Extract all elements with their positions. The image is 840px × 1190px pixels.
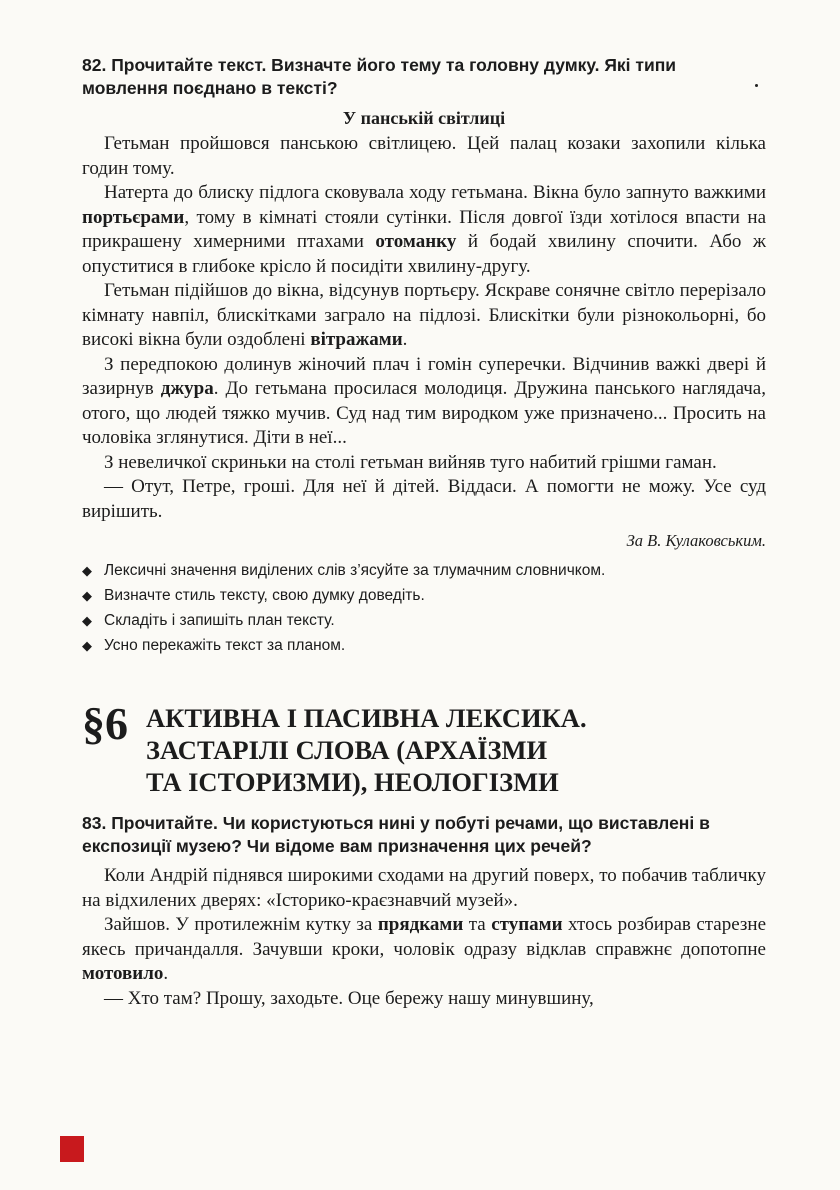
diamond-bullet-icon: ◆ xyxy=(82,638,92,653)
paragraph-4 xyxy=(82,353,766,451)
paragraph-8 xyxy=(82,913,766,987)
diamond-bullet-icon: ◆ xyxy=(82,613,92,628)
text-run: та xyxy=(463,914,492,935)
bullet-item xyxy=(82,608,766,633)
diamond-bullet-icon: ◆ xyxy=(82,588,92,603)
text-run: З передпокою долинув жіночий плач і гомін суперечки. Відчинив важкі двері й зазирнув xyxy=(82,353,766,399)
text-run: Гетьман підійшов до вікна, відсунув портьєру. Яскраве сонячне світло перерізало кімнату навпіл, блискітками заграло на підлозі. Блискітки були різнокольорні, бо високі вікна були оздоблені xyxy=(82,280,766,350)
section-title-line: ЗАСТАРІЛІ СЛОВА (АРХАЇЗМИ xyxy=(146,735,548,765)
highlighted-word-motovylo: мотовило xyxy=(82,963,164,984)
section-title-line: ТА ІСТОРИЗМИ), НЕОЛОГІЗМИ xyxy=(146,767,559,797)
paragraph-2 xyxy=(82,181,766,279)
paragraph-6: — Отут, Петре, гроші. Для неї й дітей. Віддаси. А помогти не можу. Усе суд вирішить. xyxy=(82,476,766,522)
exercise-83-instruction: 83. Прочитайте. Чи користуються нині у побуті речами, що виставлені в експозиції музею? Чи відоме вам призначення цих речей? xyxy=(82,813,710,856)
bullet-text: Лексичні значення виділених слів з’ясуйте за тлумачним словничком. xyxy=(104,562,606,579)
bullet-text: Усно перекажіть текст за планом. xyxy=(104,637,346,654)
highlighted-word-otomanka: отоманку xyxy=(375,231,457,252)
text-run: Зайшов. У протилежнім кутку за xyxy=(104,914,378,935)
text-run: . xyxy=(163,963,169,984)
bullet-item xyxy=(82,558,766,583)
section-title-line: АКТИВНА І ПАСИВНА ЛЕКСИКА. xyxy=(146,703,587,733)
highlighted-word-portiery: портьєрами xyxy=(82,206,185,228)
section-number: §6 xyxy=(82,698,128,749)
textbook-page xyxy=(82,54,766,1011)
text-run: , тому в кімнаті стояли сутінки. Після довгої їзди хотілося впасти на прикрашену химерними птахами xyxy=(82,206,766,252)
highlighted-word-stupy: ступами xyxy=(491,914,563,935)
exercise-82-instruction: 82. Прочитайте текст. Визначте його тему та головну думку. Які типи мовлення поєднано в тексті? xyxy=(82,55,677,98)
diamond-bullet-icon: ◆ xyxy=(82,563,92,578)
highlighted-word-pryadky: прядками xyxy=(377,914,464,935)
highlighted-word-dzhura: джура xyxy=(160,378,214,399)
text-run: . xyxy=(402,329,408,350)
paragraph-7: Коли Андрій піднявся широкими сходами на другий поверх, то побачив табличку на відхилених дверях: «Історико-краєзнавчий музей». xyxy=(82,865,766,911)
bullet-text: Складіть і запишіть план тексту. xyxy=(104,612,335,629)
paragraph-9: — Хто там? Прошу, заходьте. Оце бережу нашу минувшину, xyxy=(104,987,594,1009)
text-title: У панській світлиці xyxy=(342,108,506,128)
source-author: За В. Кулаковським. xyxy=(626,531,766,550)
text-run: . До гетьмана просилася молодиця. Дружина панського наглядача, отого, що людей тяжко мучив. Суд над тим виродком уже призначено... Просить на чоловіка зглянутися. Діти в неї... xyxy=(82,378,766,448)
text-run: Натерта до блиску підлога сковувала ходу гетьмана. Вікна було запнуто важкими xyxy=(104,182,766,203)
text-run: хтось розбирав старезне якесь причандалля. Зачувши кроки, чоловік одразу відклав справжнє допотопне xyxy=(82,914,767,960)
highlighted-word-vitrazhi: вітражами xyxy=(310,329,403,350)
section-title xyxy=(146,702,587,798)
bullet-item xyxy=(82,633,766,658)
text-run: й бодай хвилину спочити. Або ж опуститися в глибоке крісло й посидіти хвилину-другу. xyxy=(82,231,766,277)
paragraph-1: Гетьман пройшовся панською світлицею. Цей палац козаки захопили кілька годин тому. xyxy=(82,133,766,179)
bullet-text: Визначте стиль тексту, свою думку доведіть. xyxy=(104,587,425,604)
section-heading xyxy=(82,696,766,798)
bullet-item xyxy=(82,583,766,608)
task-bullet-list xyxy=(82,558,766,658)
page-corner-marker xyxy=(60,1136,84,1162)
paragraph-5: З невеличкої скриньки на столі гетьман вийняв туго набитий грішми гаман. xyxy=(104,451,717,473)
paragraph-3 xyxy=(82,279,766,353)
